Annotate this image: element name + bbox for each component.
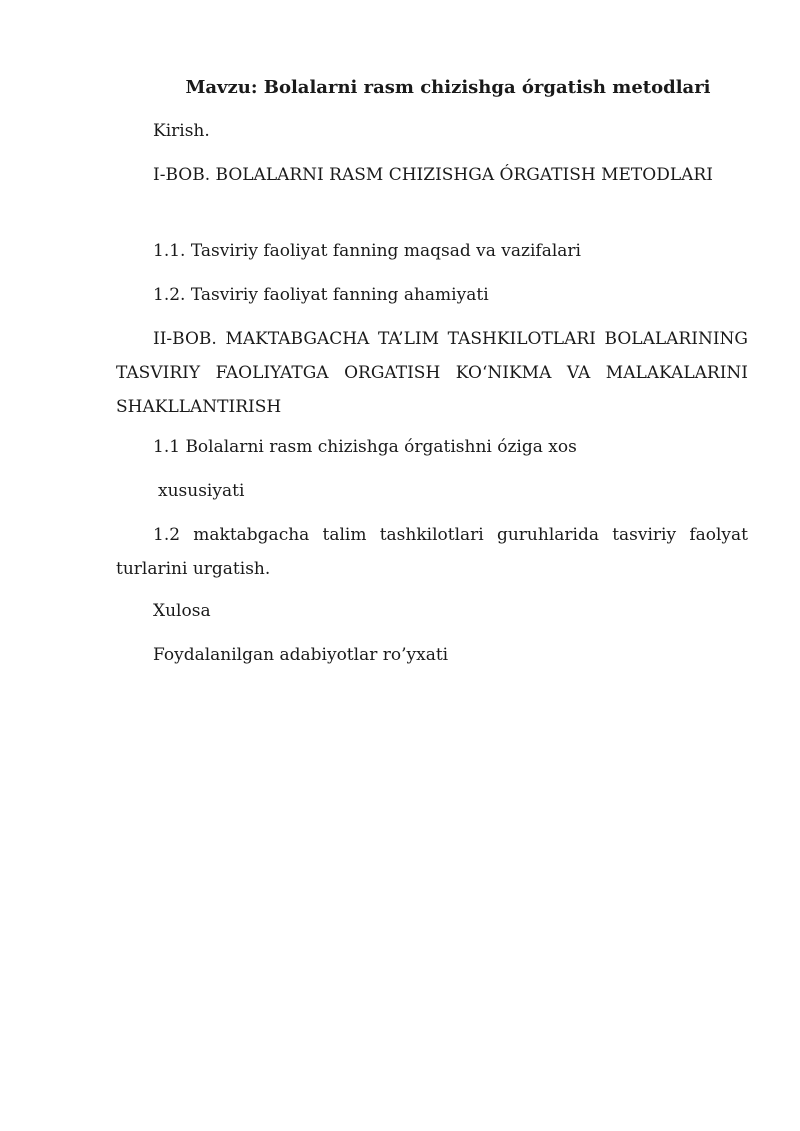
section-2-1-continuation: xususiyati	[158, 481, 245, 501]
intro-item: Kirish.	[153, 121, 210, 141]
document-title: Mavzu: Bolalarni rasm chizishga órgatish metodlari	[185, 77, 711, 98]
chapter-1-heading: I-BOB. BOLALARNI RASM CHIZISHGA ÓRGATISH METODLARI	[153, 165, 713, 185]
section-2-1: 1.1 Bolalarni rasm chizishga órgatishni óziga xos	[153, 437, 577, 457]
chapter-2-heading: II-BOB. MAKTABGACHA TA’LIM TASHKILOTLARI BOLALARINING TASVIRIY FAOLIYATGA ORGATISH KOʻNIKMA VA MALAKALARINI SHAKLLANTIRISH	[116, 329, 748, 417]
section-2-2: 1.2 maktabgacha talim tashkilotlari guruhlarida tasviriy faolyat turlarini urgatish.	[116, 525, 748, 579]
references-item: Foydalanilgan adabiyotlar ro’yxati	[153, 645, 449, 665]
section-1-1: 1.1. Tasviriy faoliyat fanning maqsad va vazifalari	[153, 241, 581, 261]
section-1-2: 1.2. Tasviriy faoliyat fanning ahamiyati	[153, 285, 489, 305]
conclusion-item: Xulosa	[153, 601, 211, 621]
